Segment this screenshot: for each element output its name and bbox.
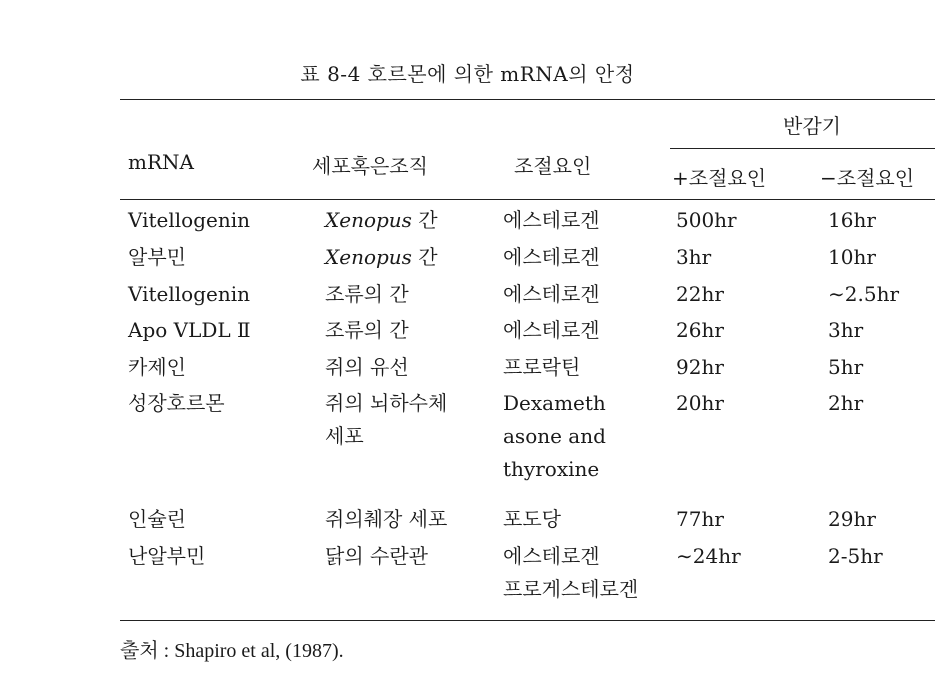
cell-tissue	[325, 503, 447, 536]
source-note: 출처 : Shapiro et al, (1987).	[120, 640, 344, 662]
header-regulator: 조절요인	[514, 154, 592, 178]
cell-plus-halflife: 92hr	[676, 355, 724, 379]
cell-mrna: 성장호르몬	[128, 391, 225, 415]
header-rule	[120, 199, 935, 200]
cell-mrna: Apo VLDL Ⅱ	[128, 318, 251, 342]
cell-tissue	[325, 278, 409, 311]
cell-tissue	[325, 351, 409, 384]
table-caption: 표 8-4 호르몬에 의한 mRNA의 안정	[300, 62, 635, 86]
cell-minus-halflife: ∼2.5hr	[828, 282, 900, 306]
cell-regulator: 에스테로겐	[503, 282, 600, 306]
cell-minus-halflife: 2-5hr	[828, 544, 883, 568]
cell-plus-halflife: 500hr	[676, 208, 737, 232]
header-plus-regulator: +조절요인	[672, 166, 767, 190]
cell-minus-halflife: 29hr	[828, 507, 876, 531]
tissue-text: 간	[411, 208, 438, 232]
cell-regulator: 포도당	[503, 507, 561, 531]
cell-tissue	[325, 314, 409, 347]
cell-mrna: 인슐린	[128, 507, 186, 531]
cell-minus-halflife: 5hr	[828, 355, 864, 379]
cell-tissue	[325, 540, 428, 573]
cell-regulator: 프로게스테로겐	[503, 577, 639, 601]
tissue-text: 쥐의췌장 세포	[325, 507, 448, 531]
tissue-text: 쥐의 뇌하수체	[325, 391, 448, 415]
tissue-species: Xenopus	[325, 245, 412, 269]
cell-mrna: 카제인	[128, 355, 186, 379]
cell-minus-halflife: 3hr	[828, 318, 864, 342]
cell-tissue	[325, 387, 447, 420]
cell-plus-halflife: 26hr	[676, 318, 724, 342]
cell-minus-halflife: 10hr	[828, 245, 876, 269]
cell-plus-halflife: 3hr	[676, 245, 712, 269]
cell-tissue	[325, 241, 438, 274]
cell-regulator: 에스테로겐	[503, 245, 600, 269]
cell-regulator: 에스테로겐	[503, 318, 600, 342]
cell-plus-halflife: 20hr	[676, 391, 724, 415]
cell-mrna: 난알부민	[128, 544, 206, 568]
bottom-rule	[120, 620, 935, 621]
cell-regulator: thyroxine	[503, 457, 600, 481]
cell-plus-halflife: 22hr	[676, 282, 724, 306]
tissue-text: 쥐의 유선	[325, 355, 409, 379]
cell-regulator: asone and	[503, 424, 606, 448]
tissue-species: Xenopus	[325, 208, 412, 232]
cell-mrna: Vitellogenin	[128, 282, 250, 306]
halflife-subrule	[670, 148, 935, 149]
cell-minus-halflife: 2hr	[828, 391, 864, 415]
cell-mrna: Vitellogenin	[128, 208, 250, 232]
header-tissue: 세포혹은조직	[312, 154, 428, 178]
cell-regulator: 에스테로겐	[503, 208, 600, 232]
cell-plus-halflife: ∼24hr	[676, 544, 741, 568]
header-minus-regulator: −조절요인	[820, 166, 915, 190]
tissue-text: 닭의 수란관	[325, 544, 428, 568]
cell-regulator: Dexameth	[503, 391, 606, 415]
cell-tissue	[325, 204, 438, 237]
cell-minus-halflife: 16hr	[828, 208, 876, 232]
cell-regulator: 에스테로겐	[503, 544, 600, 568]
header-halflife: 반감기	[783, 114, 841, 138]
tissue-text: 조류의 간	[325, 282, 409, 306]
header-mrna: mRNA	[128, 150, 194, 174]
cell-plus-halflife: 77hr	[676, 507, 724, 531]
cell-regulator: 프로락틴	[503, 355, 581, 379]
cell-tissue-line2: 세포	[325, 424, 364, 448]
tissue-text: 간	[411, 245, 438, 269]
top-rule	[120, 99, 935, 100]
cell-mrna: 알부민	[128, 245, 186, 269]
tissue-text: 조류의 간	[325, 318, 409, 342]
